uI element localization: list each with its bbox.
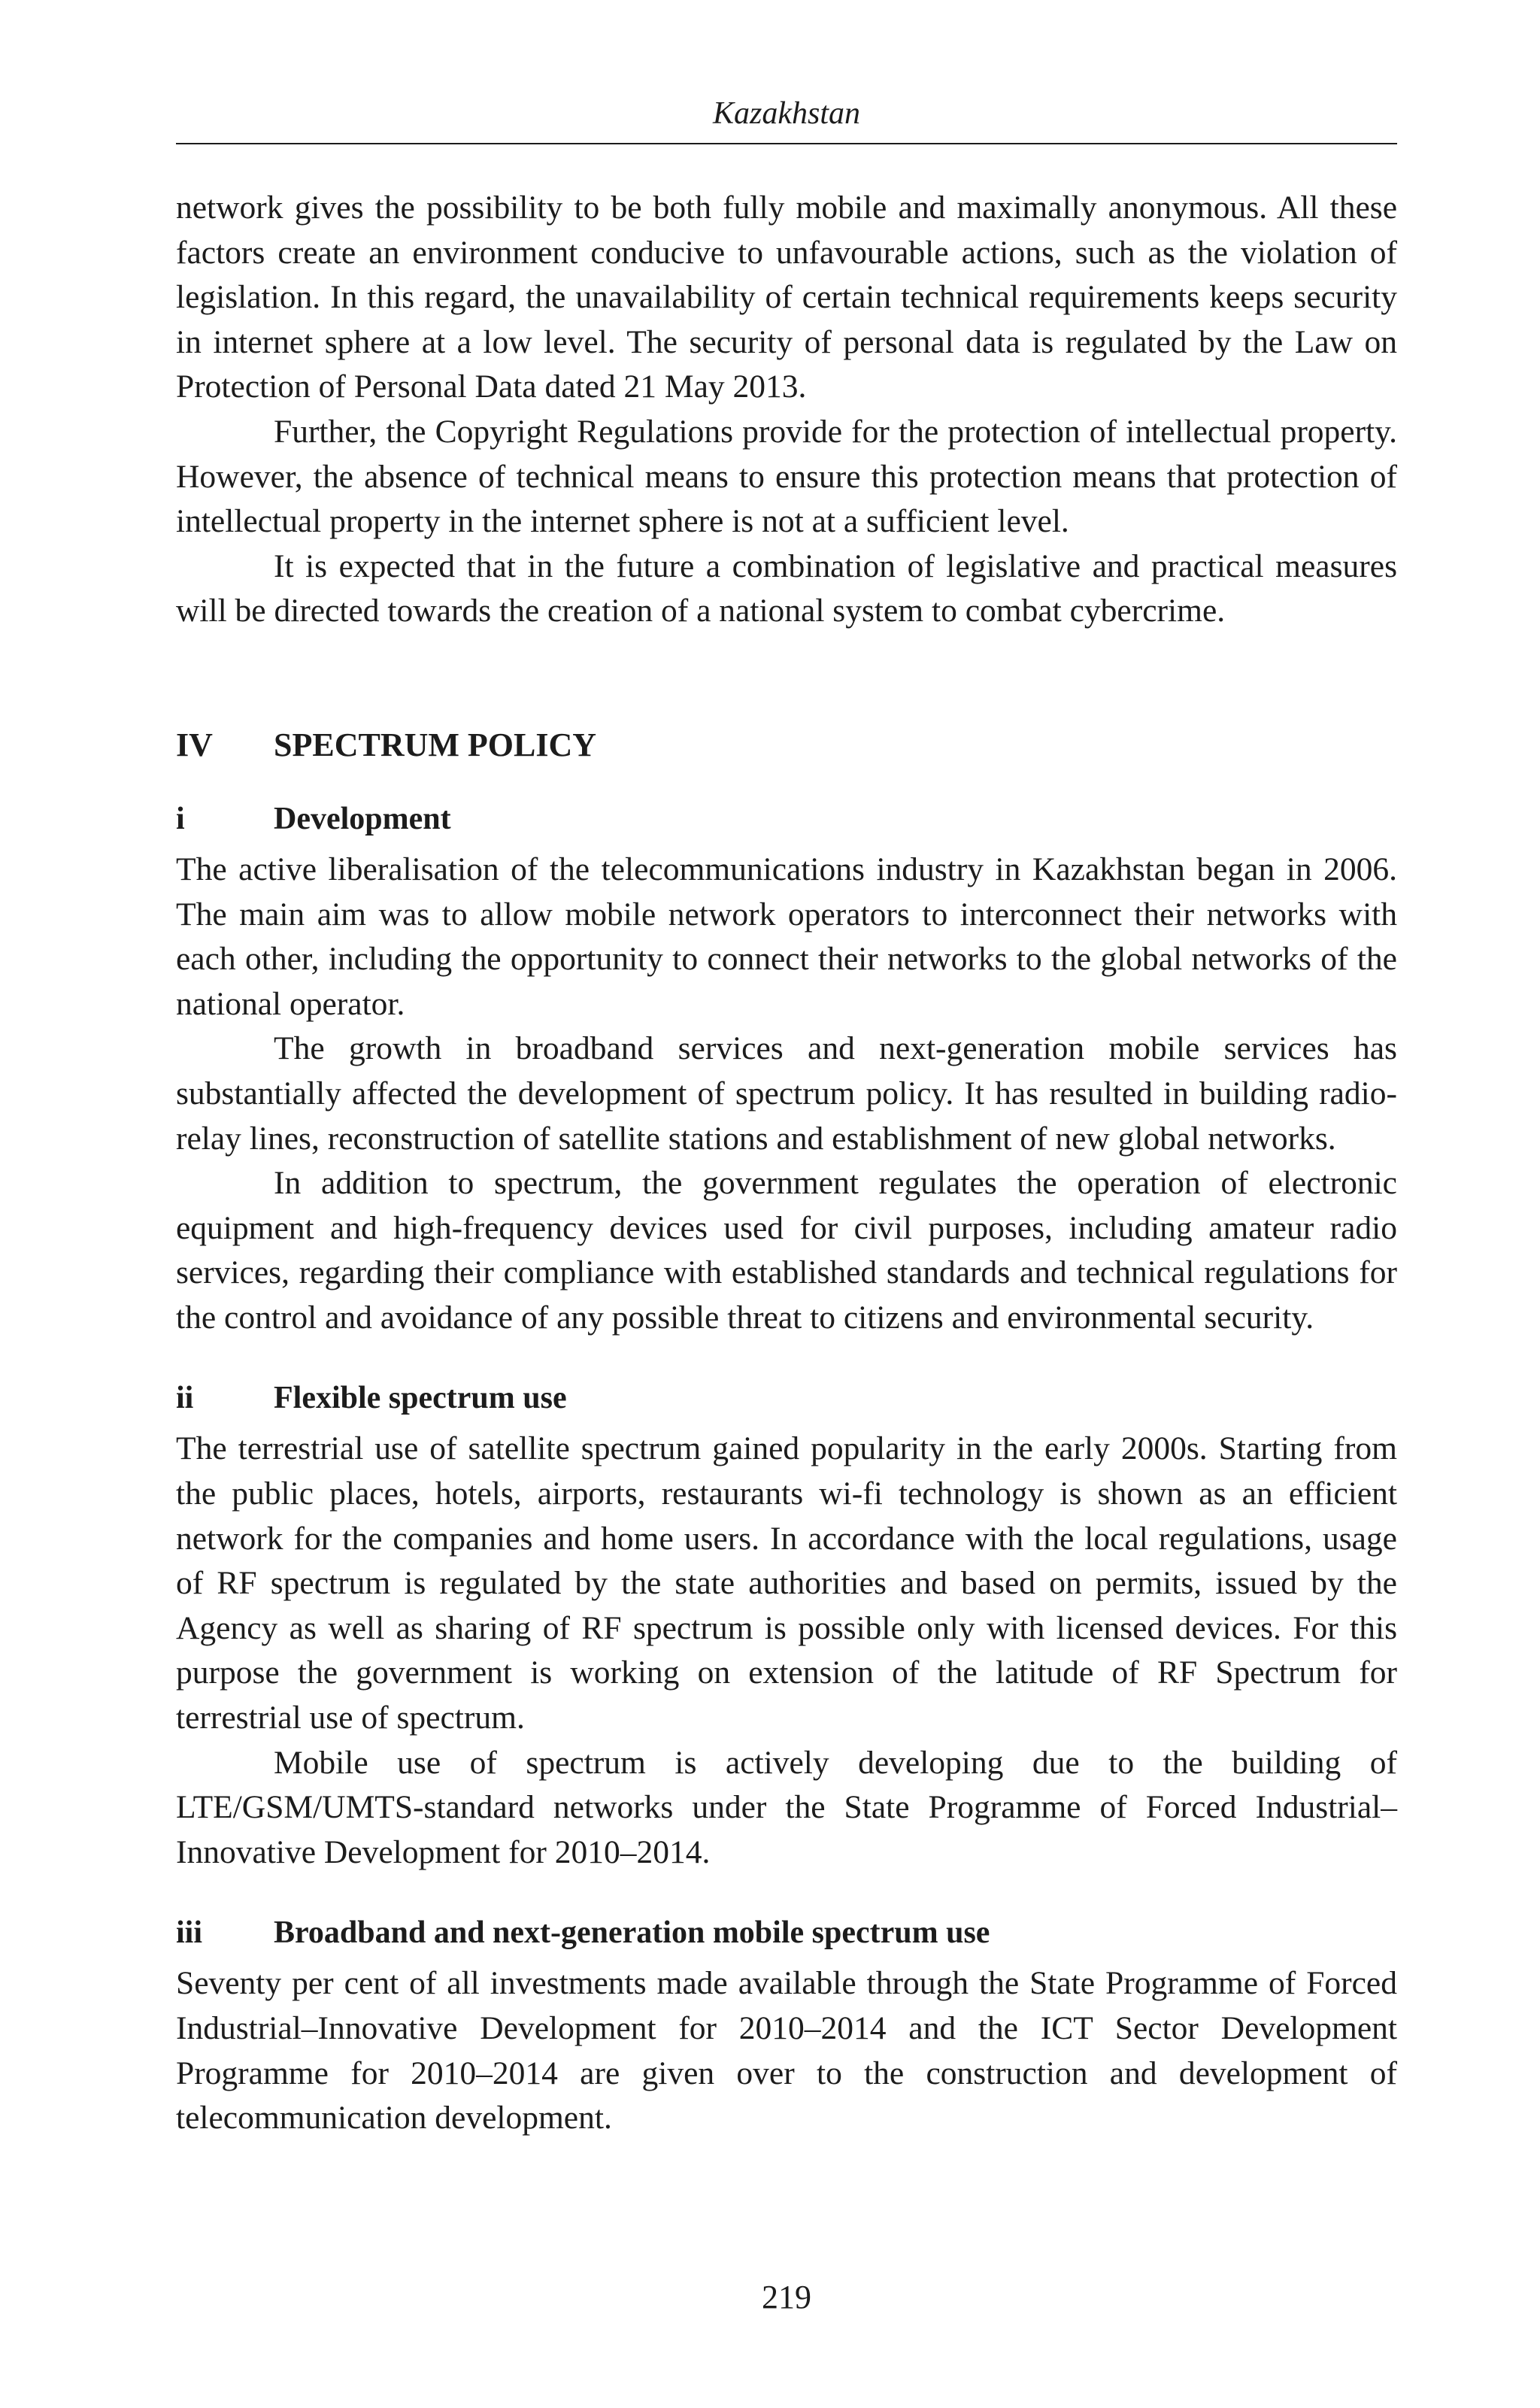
intro-paragraph: network gives the possibility to be both fully mobile and maximally anonymous. All these factors create an environment conducive to unfavourable actions, such as the violation of legislation. In this regard, the unavailability of certain technical requirements keeps security in internet sphere at a low level. The security of personal data is regulated by the Law on Protection of Personal Data dated 21 May 2013. [176, 190, 1397, 405]
body-paragraph: Seventy per cent of all investments made available through the State Programme of Forced Industrial–Innovative Development for 2010–2014 and the ICT Sector Development Programme for 2010–2014 are given over to the construction and development of telecommunication development. [176, 1965, 1397, 2137]
subsection-number: iii [176, 1915, 203, 1951]
subsection-number: i [176, 801, 185, 836]
header-rule [176, 143, 1397, 144]
body-paragraph: In addition to spectrum, the government regulates the operation of electronic equipment and high-frequency devices used for civil purposes, including amateur radio services, regarding their compliance with established standards and technical regulations for the control and avoidance of any possible threat to citizens and environmental security. [176, 1165, 1397, 1336]
running-head-title: Kazakhstan [712, 96, 860, 131]
document-page [176, 0, 1397, 2408]
section-title: SPECTRUM POLICY [274, 726, 597, 763]
subsection-title: Broadband and next-generation mobile spectrum use [274, 1915, 990, 1951]
intro-paragraph: Further, the Copyright Regulations provide for the protection of intellectual property. However, the absence of technical means to ensure this protection means that protection of intellectual property in the internet sphere is not at a sufficient level. [176, 413, 1397, 540]
intro-paragraph: It is expected that in the future a combination of legislative and practical measures will be directed towards the creation of a national system to combat cybercrime. [176, 547, 1397, 629]
subsection-number: ii [176, 1381, 194, 1416]
body-paragraph: The terrestrial use of satellite spectrum gained popularity in the early 2000s. Starting from the public places, hotels, airports, restaurants wi-fi technology is shown as an efficient network for the companies and home users. In accordance with the local regulations, usage of RF spectrum is regulated by the state authorities and based on permits, issued by the Agency as well as sharing of RF spectrum is possible only with licensed devices. For this purpose the government is working on extension of the latitude of RF Spectrum for terrestrial use of spectrum. [176, 1430, 1397, 1736]
subsection-title: Development [274, 801, 451, 836]
section-heading [176, 723, 1397, 767]
page-body [176, 186, 1397, 2141]
subsection-title: Flexible spectrum use [274, 1381, 567, 1416]
body-paragraph: The active liberalisation of the telecommunications industry in Kazakhstan began in 2006. The main aim was to allow mobile network operators to interconnect their networks with each other, including the opportunity to connect their networks to the global networks of the national operator. [176, 851, 1397, 1022]
subsection-heading [176, 1376, 1397, 1421]
subsection-heading [176, 1911, 1397, 1955]
body-paragraph: Mobile use of spectrum is actively developing due to the building of LTE/GSM/UMTS-standard networks under the State Programme of Forced Industrial–Innovative Development for 2010–2014. [176, 1744, 1397, 1870]
subsection-heading [176, 797, 1397, 842]
body-paragraph: The growth in broadband services and next-generation mobile services has substantially affected the development of spectrum policy. It has resulted in building radio-relay lines, reconstruction of satellite stations and establishment of new global networks. [176, 1030, 1397, 1157]
section-number: IV [176, 726, 213, 763]
page-number: 219 [762, 2279, 811, 2316]
